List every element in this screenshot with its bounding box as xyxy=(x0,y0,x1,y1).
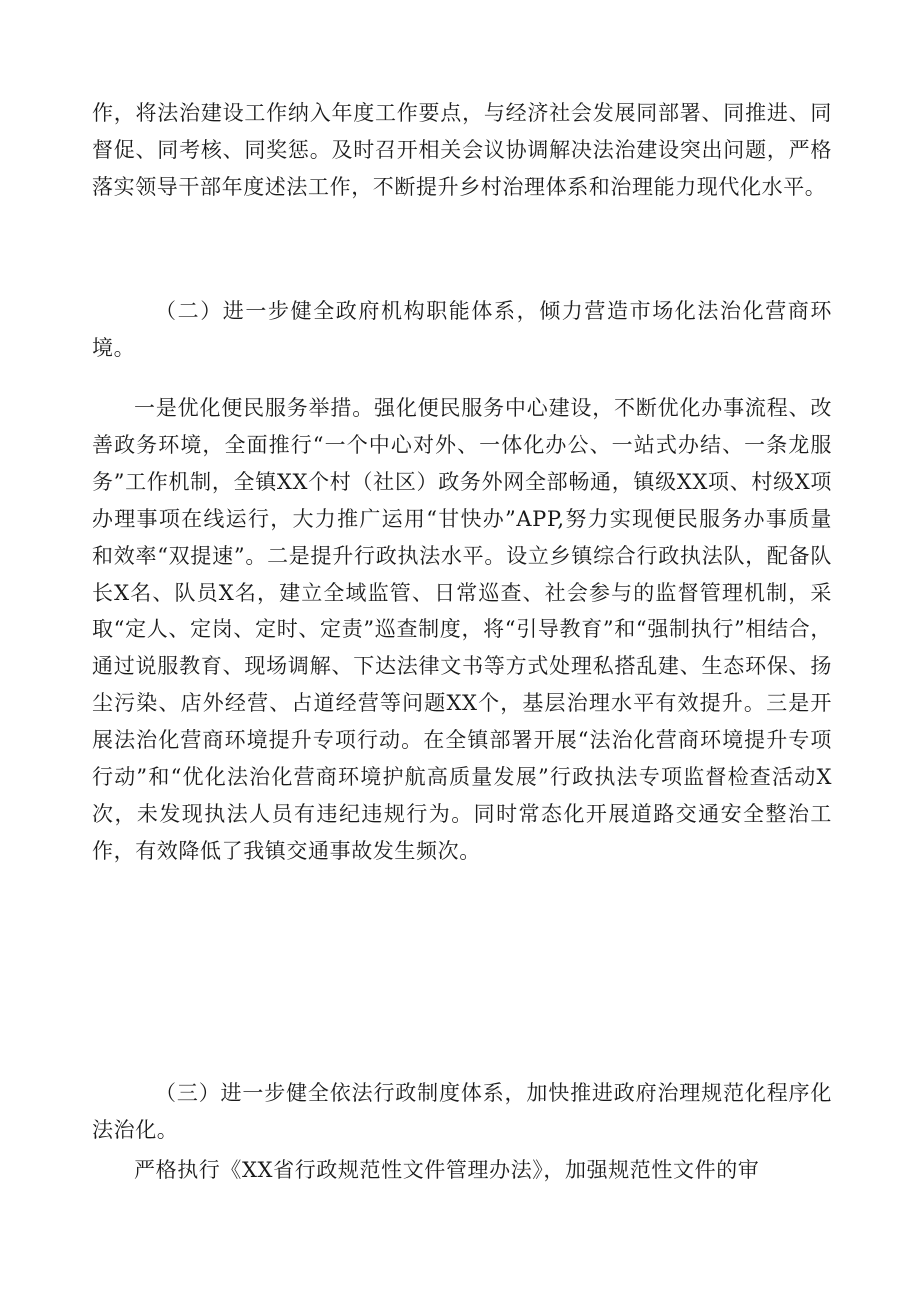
section-3-heading: （三）进一步健全依法行政制度体系，加快推进政府治理规范化程序化法治化。 xyxy=(92,1081,832,1142)
section-3-body: 严格执行《XX省行政规范性文件管理办法》，加强规范性文件的审 xyxy=(134,1158,760,1182)
section-2-body: 一是优化便民服务举措。强化便民服务中心建设，不断优化办事流程、改善政务环境，全面推行“一个中心对外、一体化办公、一站式办结、一条龙服务”工作机制，全镇XX个村（社区）政务外网全部畅通，镇级XX项、村级X项办理事项在线运行，大力推广运用“甘快办”APP,努力实现便民服务办事质量和效率“双提速”。二是提升行政执法水平。设立乡镇综合行政执法队，配备队长X名、队员X名，建立全域监管、日常巡查、社会参与的监督管理机制，采取“定人、定岗、定时、定责”巡查制度，将“引导教育”和“强制执行”相结合，通过说服教育、现场调解、下达法律文书等方式处理私搭乱建、生态环保、扬尘污染、店外经营、占道经营等问题XX个，基层治理水平有效提升。三是开展法治化营商环境提升专项行动。在全镇部署开展“法治化营商环境提升专项行动”和“优化法治化营商环境护航高质量发展”行政执法专项监督检查活动X次，未发现执法人员有违纪违规行为。同时常态化开展道路交通安全整治工作，有效降低了我镇交通事故发生频次。 xyxy=(92,396,832,863)
section-2-heading: （二）进一步健全政府机构职能体系，倾力营造市场化法治化营商环境。 xyxy=(92,299,832,360)
paragraph-continuation: 作，将法治建设工作纳入年度工作要点，与经济社会发展同部署、同推进、同督促、同考核、同奖惩。及时召开相关会议协调解决法治建设突出问题，严格落实领导干部年度述法工作，不断提升乡村治理体系和治理能力现代化水平。 xyxy=(92,101,832,199)
